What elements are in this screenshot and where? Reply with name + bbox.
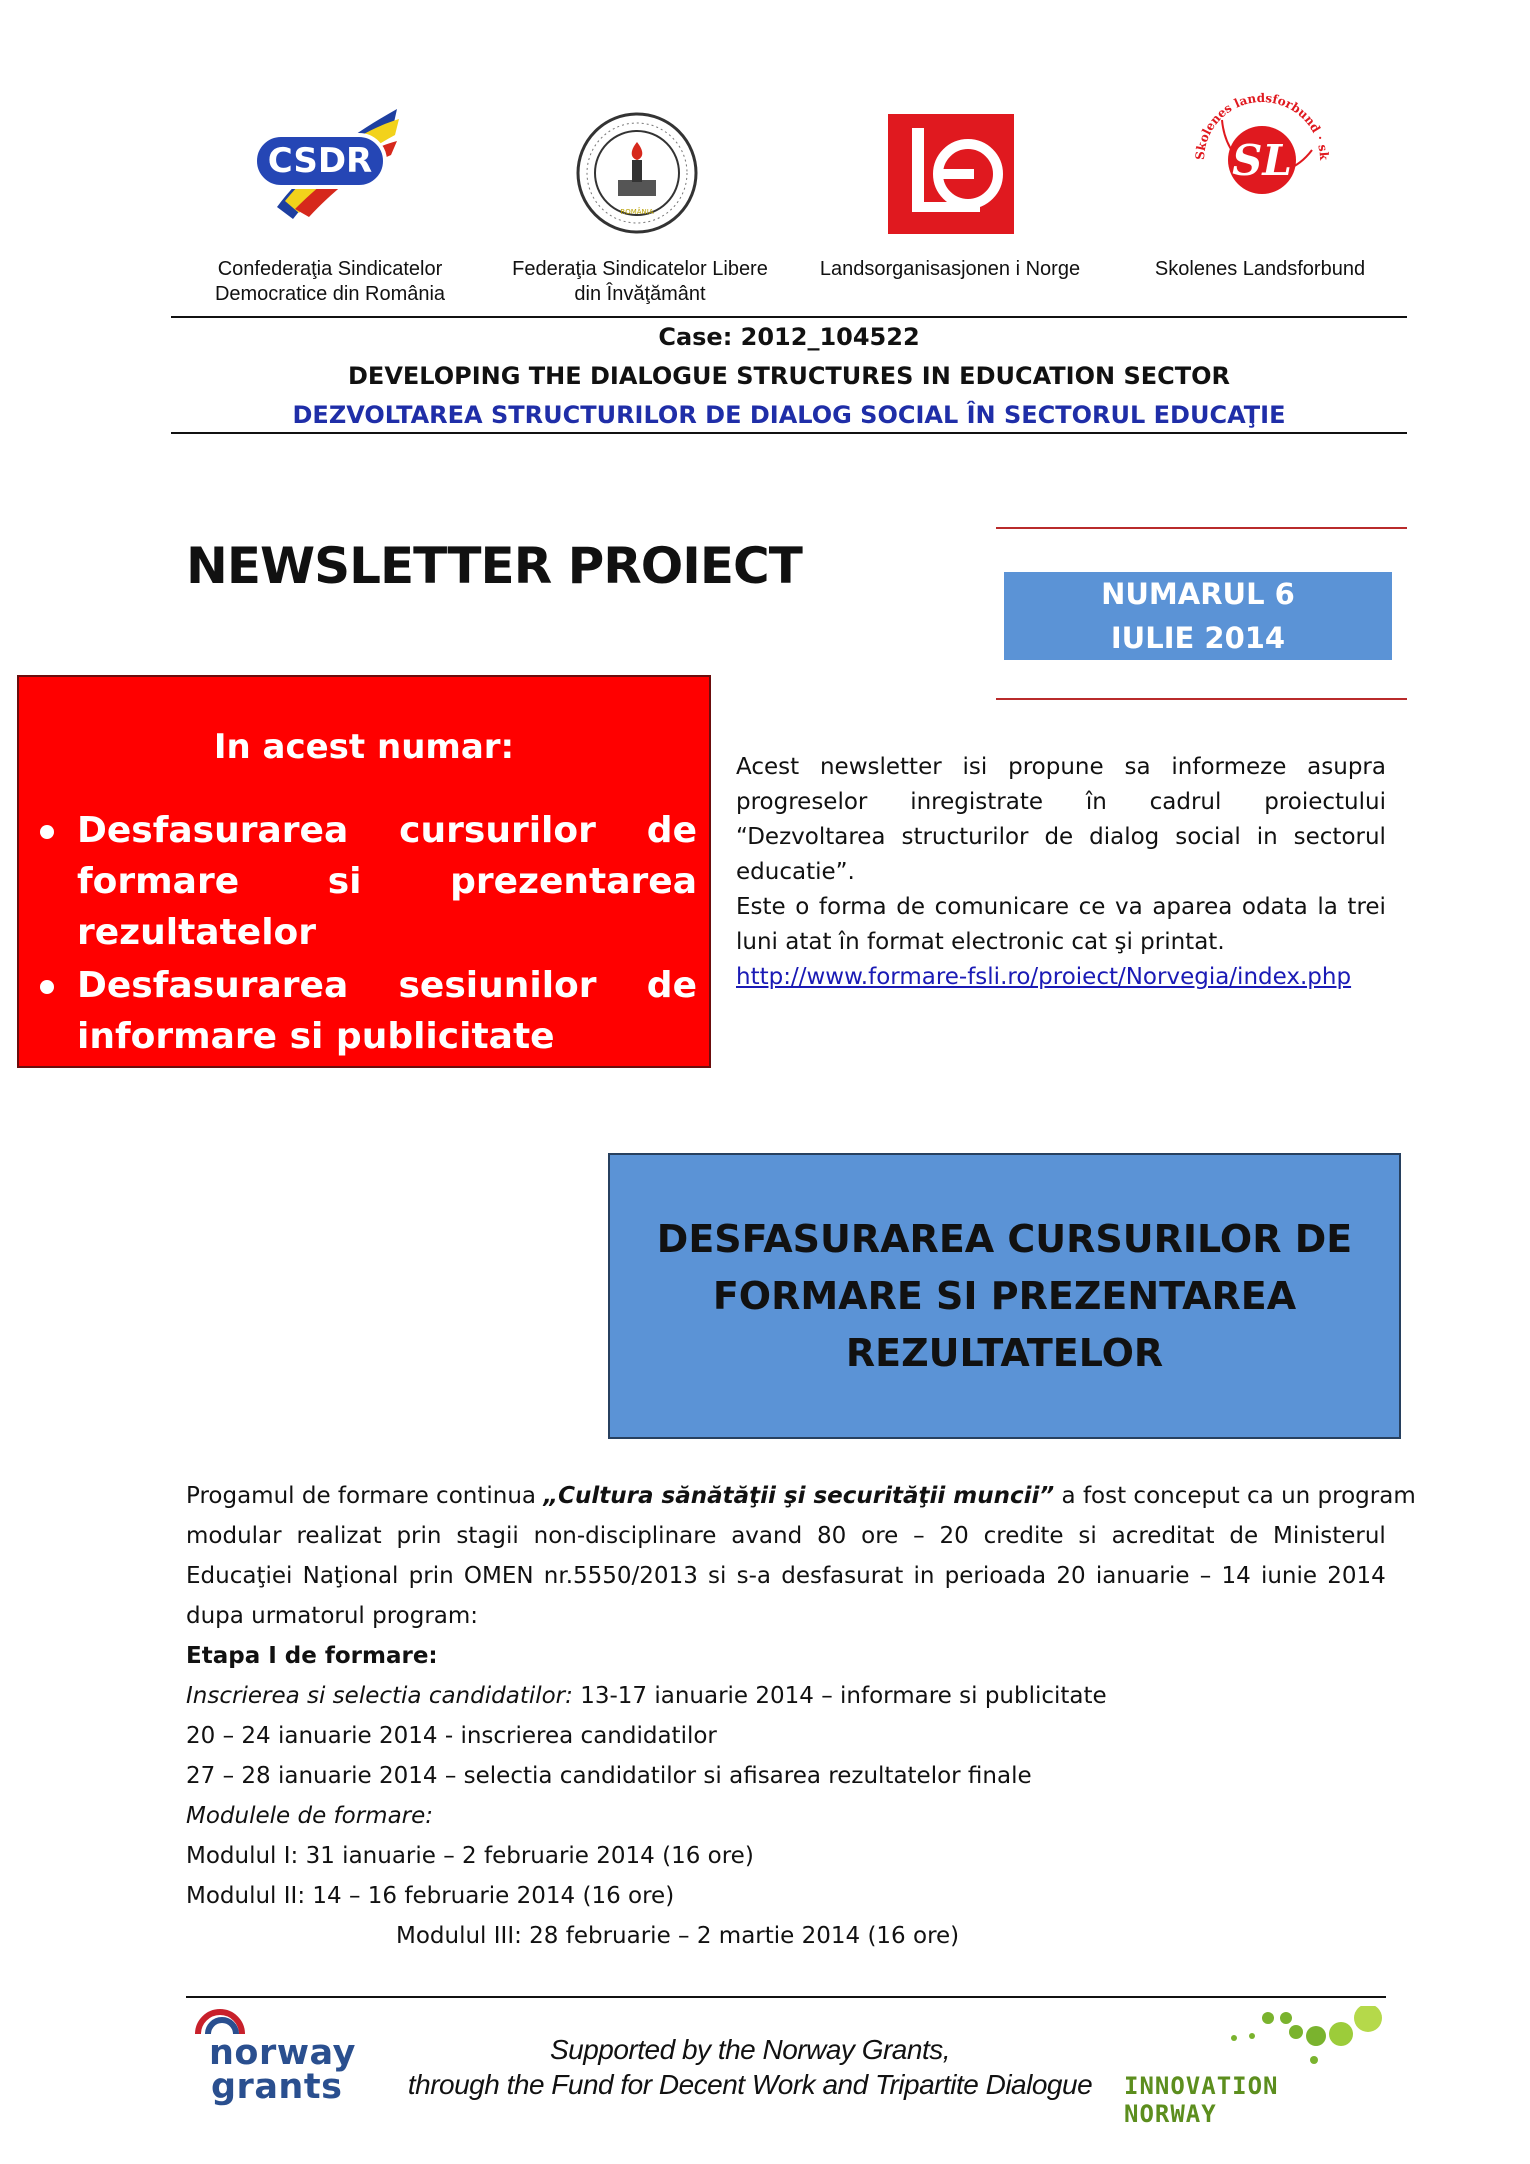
footer-divider [186,1996,1386,1998]
word: aparea [1152,894,1233,920]
word: avand [731,1523,803,1549]
word: Ministerul [1273,1523,1386,1549]
word: iunie [1260,1563,1318,1589]
word: o [795,894,810,920]
word: informeze [1171,754,1287,780]
word: prin [408,1563,454,1589]
word: non-disciplinare [533,1523,717,1549]
program-line-3 [186,1556,1386,1596]
intro-line-2 [736,785,1386,820]
word: propune [1008,754,1104,780]
innovation-norway-text: INNOVATION NORWAY [1124,2072,1279,2128]
word: Naţional [302,1563,399,1589]
word: 20 [1056,1563,1086,1589]
word: s-a [736,1563,772,1589]
case-number: Case: 2012_104522 [658,323,920,351]
word: ce [1078,894,1106,920]
lo-logo [888,114,1014,234]
project-link[interactable]: http://www.formare-fsli.ro/proiect/Norvegia/index.php [736,964,1352,990]
contents-heading: In acest numar: [213,727,515,767]
word: inregistrate [910,789,1043,815]
contents-list [77,805,697,1062]
header-divider-bottom [171,432,1407,434]
word: ore [861,1523,899,1549]
word: va [1115,894,1143,920]
word: cadrul [1149,789,1222,815]
word: 20 [939,1523,969,1549]
sl-ring-text: Skolenes landsforbund · sk [1192,90,1332,161]
program-line-4: dupa urmatorul program: [186,1603,479,1629]
word: desfasurat [781,1563,904,1589]
fsli-logo-small-text: ROMÂNIA [620,208,654,216]
word: odata [1241,894,1308,920]
fsli-logo [574,110,700,236]
word: Educaţiei [186,1563,293,1589]
word: de [896,894,925,920]
program-line-1: Progamul de formare continua „Cultura sănătăţii şi securităţii muncii” a fost conceput ca un program [186,1483,1416,1509]
program-text [186,1476,1416,1956]
word: nr.5550/2013 [543,1563,698,1589]
section-heading: DESFASURAREA CURSURILOR DE FORMARE SI PREZENTAREA REZULTATELOR [656,1216,1353,1375]
word: – [1199,1563,1212,1589]
word: forma [818,894,887,920]
word: 80 [817,1523,847,1549]
program-line-2 [186,1516,1386,1556]
word: Este [736,894,786,920]
word: 14 [1221,1563,1251,1589]
word: dialog [1089,824,1160,850]
intro-line-4: educatie”. [736,859,855,885]
word: stagii [456,1523,519,1549]
word: sectorul [1293,824,1386,850]
contents-item-sessions: Desfasurarea sesiunilor de informare si publicitate [77,960,697,1062]
intro-line-1 [736,750,1386,785]
issue-number: NUMARUL 6 [1101,577,1295,611]
word: “Dezvoltarea [736,824,886,850]
inscriere-line: Inscrierea si selectia candidatilor: 13-17 ianuarie 2014 – informare si publicitate [186,1683,1107,1709]
word: 2014 [1327,1563,1386,1589]
module-1: Modulul I: 31 ianuarie – 2 februarie 2014 (16 ore) [186,1843,754,1869]
intro-line-6: luni atat în format electronic cat şi printat. [736,929,1225,955]
csdr-logo [247,97,407,227]
word: Acest [736,754,800,780]
word: comunicare [934,894,1070,920]
word: ianuarie [1095,1563,1190,1589]
word: proiectului [1264,789,1386,815]
word: trei [1347,894,1386,920]
issue-rule-bottom [996,698,1407,700]
intro-line-5 [736,890,1386,925]
section-heading-box [608,1153,1401,1439]
sl-logo [1192,80,1332,230]
word: acreditat [1111,1523,1215,1549]
word: OMEN [463,1563,534,1589]
newsletter-title: NEWSLETTER PROIECT [186,537,802,595]
word: newsletter [819,754,942,780]
word: social [1175,824,1241,850]
word: sa [1124,754,1151,780]
word: credite [983,1523,1064,1549]
selectie-dates: 27 – 28 ianuarie 2014 – selectia candidatilor si afisarea rezultatelor finale [186,1763,1032,1789]
innovation-norway-dots-icon [1196,2006,1396,2076]
module-3: Modulul III: 28 februarie – 2 martie 2014 (16 ore) [396,1923,960,1949]
sl-logo-text: SL [1232,136,1292,185]
word: – [913,1523,925,1549]
sl-caption: Skolenes Landsforbund [1154,258,1366,280]
bullet-icon [40,980,54,994]
word: in [1256,824,1278,850]
word: isi [962,754,988,780]
project-title-en: DEVELOPING THE DIALOGUE STRUCTURES IN EDUCATION SECTOR [348,362,1230,390]
word: si [708,1563,727,1589]
issue-rule-top [996,527,1407,529]
modules-heading: Modulele de formare: [186,1803,434,1829]
word: modular [186,1523,282,1549]
word: realizat [296,1523,382,1549]
word: progreselor [736,789,868,815]
word: asupra [1307,754,1386,780]
issue-date: IULIE 2014 [1110,621,1286,655]
word: perioada [944,1563,1047,1589]
fsli-caption: Federaţia Sindicatelor Libere din Învăţământ [512,258,768,305]
project-title-ro: DEZVOLTAREA STRUCTURILOR DE DIALOG SOCIAL ÎN SECTORUL EDUCAŢIE [292,401,1286,429]
inscriere-dates: 20 – 24 ianuarie 2014 - inscrierea candidatilor [186,1723,717,1749]
norway-grants-text: norway grants [209,2033,356,2107]
word: în [1085,789,1107,815]
issue-badge [1004,572,1392,660]
intro-line-3 [736,820,1386,855]
word: de [1044,824,1074,850]
word: structurilor [901,824,1029,850]
footer-support-text: Supported by the Norway Grants, through the Fund for Decent Work and Tripartite Dialogue [407,2034,1093,2100]
word: in [913,1563,935,1589]
bullet-icon [40,825,54,839]
word: de [1229,1523,1259,1549]
word: si [1078,1523,1097,1549]
lo-caption: Landsorganisasjonen i Norge [819,258,1081,280]
intro-paragraph [736,750,1386,995]
contents-item-courses: Desfasurarea cursurilor de formare si prezentarea rezultatelor [77,805,697,958]
word: prin [396,1523,442,1549]
word: la [1317,894,1338,920]
etapa-heading: Etapa I de formare: [186,1643,438,1669]
csdr-logo-text: CSDR [267,141,373,181]
csdr-caption: Confederaţia Sindicatelor Democratice din România [214,258,446,305]
contents-box [17,675,711,1068]
module-2: Modulul II: 14 – 16 februarie 2014 (16 ore) [186,1883,675,1909]
